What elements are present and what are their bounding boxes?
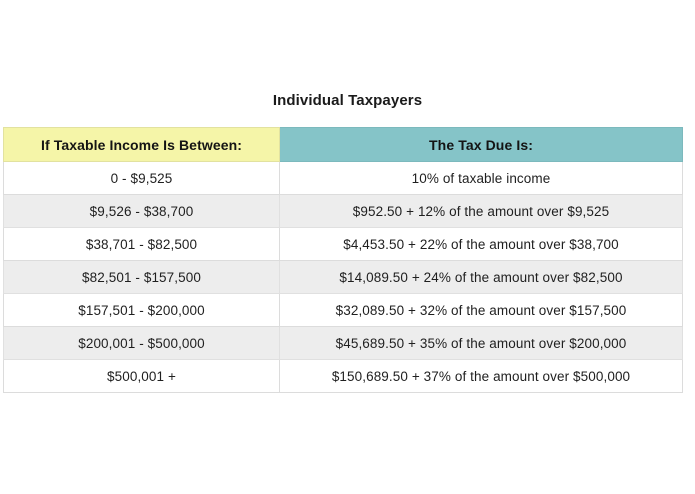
cell-taxable-income: $500,001 +	[4, 360, 280, 393]
table-row	[4, 360, 683, 393]
cell-taxable-income: 0 - $9,525	[4, 162, 280, 195]
tax-bracket-table	[3, 127, 683, 393]
cell-taxable-income: $38,701 - $82,500	[4, 228, 280, 261]
cell-taxable-income: $200,001 - $500,000	[4, 327, 280, 360]
table-row	[4, 294, 683, 327]
column-header-tax-due: The Tax Due Is:	[280, 128, 683, 162]
table-row	[4, 261, 683, 294]
table-row	[4, 327, 683, 360]
table-body	[4, 162, 683, 393]
table-row	[4, 162, 683, 195]
cell-taxable-income: $157,501 - $200,000	[4, 294, 280, 327]
table-row	[4, 195, 683, 228]
cell-taxable-income: $9,526 - $38,700	[4, 195, 280, 228]
table-row	[4, 228, 683, 261]
cell-taxable-income: $82,501 - $157,500	[4, 261, 280, 294]
page-title: Individual Taxpayers	[272, 92, 423, 109]
column-header-taxable-income: If Taxable Income Is Between:	[4, 128, 280, 162]
cell-tax-due: $4,453.50 + 22% of the amount over $38,700	[280, 228, 683, 261]
cell-tax-due: $32,089.50 + 32% of the amount over $157,500	[280, 294, 683, 327]
table-header	[4, 128, 683, 162]
cell-tax-due: 10% of taxable income	[280, 162, 683, 195]
cell-tax-due: $45,689.50 + 35% of the amount over $200,000	[280, 327, 683, 360]
cell-tax-due: $952.50 + 12% of the amount over $9,525	[280, 195, 683, 228]
cell-tax-due: $14,089.50 + 24% of the amount over $82,500	[280, 261, 683, 294]
cell-tax-due: $150,689.50 + 37% of the amount over $500,000	[280, 360, 683, 393]
table-header-row	[4, 128, 683, 162]
